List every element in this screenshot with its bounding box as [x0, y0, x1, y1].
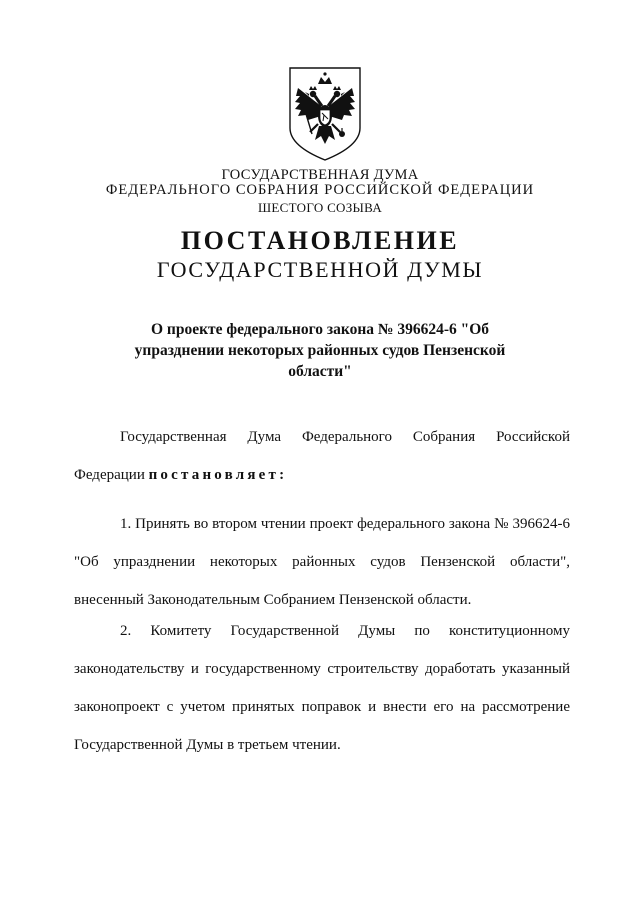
document-issuer: ГОСУДАРСТВЕННОЙ ДУМЫ [156, 257, 484, 282]
intro-paragraph [74, 418, 570, 494]
document-subject: О проекте федерального закона № 396624-6 "Об упразднении некоторых районных судов Пензенской области" [134, 321, 506, 380]
coat-of-arms-icon [288, 66, 362, 162]
resolution-item-1: 1. Принять во втором чтении проект федерального закона № 396624-6 "Об упразднении некоторых районных судов Пензенской области", внесенный Законодательным Собранием Пензенской области. [74, 516, 570, 608]
header-chamber: ГОСУДАРСТВЕННАЯ ДУМА [221, 167, 419, 183]
header-convocation: ШЕСТОГО СОЗЫВА [257, 200, 383, 215]
intro-verb: постановляет: [148, 467, 288, 483]
document-type: ПОСТАНОВЛЕНИЕ [180, 226, 460, 255]
intro-text: Государственная Дума Федерального Собрания Российской Федерации [74, 429, 570, 483]
header-assembly: ФЕДЕРАЛЬНОГО СОБРАНИЯ РОССИЙСКОЙ ФЕДЕРАЦИИ [105, 182, 535, 198]
resolution-item-2: 2. Комитету Государственной Думы по конституционному законодательству и государственному строительству доработать указанный законопроект с учетом принятых поправок и внести его на рассмотрение Государственной Думы в третьем чтении. [74, 623, 570, 753]
